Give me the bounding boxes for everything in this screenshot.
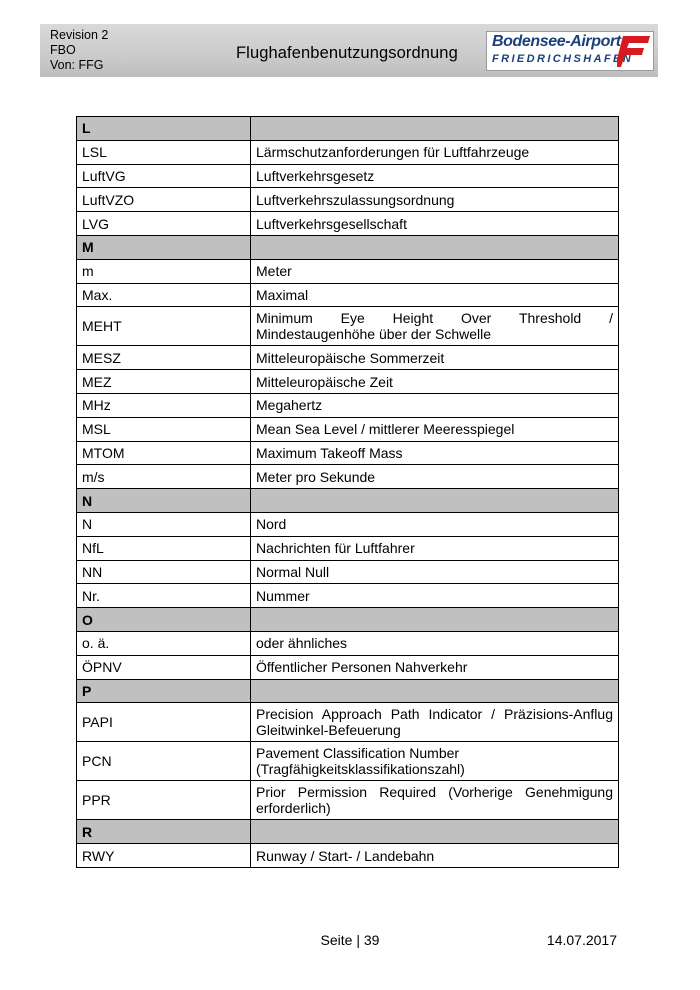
- abbreviation-cell: MTOM: [77, 441, 251, 465]
- section-blank-cell: [251, 489, 619, 513]
- table-row: [77, 655, 619, 679]
- table-row: [77, 393, 619, 417]
- document-code: FBO: [50, 43, 76, 57]
- table-row: [77, 742, 619, 781]
- description-cell: Lärmschutzanforderungen für Luftfahrzeuge: [251, 140, 619, 164]
- logo-name: Bodensee-Airport: [492, 33, 621, 50]
- airport-logo: [486, 31, 654, 71]
- document-date: 14.07.2017: [546, 932, 617, 948]
- abbreviation-cell: PAPI: [77, 703, 251, 742]
- abbreviation-cell: m/s: [77, 465, 251, 489]
- table-row: [77, 441, 619, 465]
- description-cell: Maximal: [251, 283, 619, 307]
- revision-label: Revision 2: [50, 28, 109, 42]
- table-row: [77, 164, 619, 188]
- section-blank-cell: [251, 679, 619, 703]
- description-cell: Nummer: [251, 584, 619, 608]
- table-row: [77, 560, 619, 584]
- abbreviation-cell: N: [77, 512, 251, 536]
- description-cell: Normal Null: [251, 560, 619, 584]
- section-blank-cell: [251, 820, 619, 844]
- table-row: [77, 703, 619, 742]
- logo-f-icon: [617, 34, 651, 68]
- table-row: [77, 465, 619, 489]
- table-row: [77, 631, 619, 655]
- description-cell: Pavement Classification Number (Tragfähigkeitsklassifikationszahl): [251, 742, 619, 781]
- logo-city: FRIEDRICHSHAFEN: [492, 53, 634, 65]
- table-row: [77, 512, 619, 536]
- abbreviation-cell: o. ä.: [77, 631, 251, 655]
- author-label: Von: FFG: [50, 58, 104, 72]
- description-cell: Luftverkehrsgesellschaft: [251, 212, 619, 236]
- table-row: [77, 584, 619, 608]
- description-cell: Luftverkehrszulassungsordnung: [251, 188, 619, 212]
- abbreviation-cell: PCN: [77, 742, 251, 781]
- abbreviation-cell: LSL: [77, 140, 251, 164]
- abbreviation-cell: ÖPNV: [77, 655, 251, 679]
- table-row: [77, 140, 619, 164]
- abbreviation-cell: MESZ: [77, 346, 251, 370]
- table-row: [77, 307, 619, 346]
- table-row: [77, 212, 619, 236]
- description-cell: Luftverkehrsgesetz: [251, 164, 619, 188]
- table-row: [77, 188, 619, 212]
- description-cell: Maximum Takeoff Mass: [251, 441, 619, 465]
- section-letter: L: [77, 117, 251, 141]
- description-cell: Öffentlicher Personen Nahverkehr: [251, 655, 619, 679]
- abbreviation-cell: LuftVG: [77, 164, 251, 188]
- description-cell: Mitteleuropäische Sommerzeit: [251, 346, 619, 370]
- section-letter-row: [77, 489, 619, 513]
- table-row: [77, 781, 619, 820]
- table-row: [77, 259, 619, 283]
- abbreviation-cell: LuftVZO: [77, 188, 251, 212]
- section-letter: N: [77, 489, 251, 513]
- section-letter-row: [77, 608, 619, 632]
- description-cell: Megahertz: [251, 393, 619, 417]
- abbreviation-cell: m: [77, 259, 251, 283]
- description-cell: oder ähnliches: [251, 631, 619, 655]
- abbreviation-cell: RWY: [77, 844, 251, 868]
- abbreviation-cell: NN: [77, 560, 251, 584]
- abbreviations-table: [76, 116, 619, 868]
- description-cell: Nachrichten für Luftfahrer: [251, 536, 619, 560]
- section-letter-row: [77, 679, 619, 703]
- abbreviation-cell: Max.: [77, 283, 251, 307]
- abbreviation-cell: MSL: [77, 417, 251, 441]
- page-number: Seite | 39: [320, 932, 380, 948]
- description-cell: Precision Approach Path Indicator / Präzisions-Anflug Gleitwinkel-Befeuerung: [251, 703, 619, 742]
- abbreviation-cell: MEHT: [77, 307, 251, 346]
- description-cell: Mean Sea Level / mittlerer Meeresspiegel: [251, 417, 619, 441]
- description-cell: Mitteleuropäische Zeit: [251, 370, 619, 394]
- description-cell: Runway / Start- / Landebahn: [251, 844, 619, 868]
- section-letter: P: [77, 679, 251, 703]
- abbreviation-cell: MHz: [77, 393, 251, 417]
- description-cell: Minimum Eye Height Over Threshold / Mindestaugenhöhe über der Schwelle: [251, 307, 619, 346]
- abbreviation-cell: NfL: [77, 536, 251, 560]
- section-blank-cell: [251, 235, 619, 259]
- section-letter: R: [77, 820, 251, 844]
- section-letter-row: [77, 820, 619, 844]
- page-header: [40, 24, 658, 77]
- section-blank-cell: [251, 117, 619, 141]
- description-cell: Prior Permission Required (Vorherige Genehmigung erforderlich): [251, 781, 619, 820]
- table-row: [77, 536, 619, 560]
- table-row: [77, 417, 619, 441]
- description-cell: Meter pro Sekunde: [251, 465, 619, 489]
- document-title: Flughafenbenutzungsordnung: [236, 44, 458, 62]
- table-row: [77, 346, 619, 370]
- description-cell: Nord: [251, 512, 619, 536]
- abbreviation-cell: MEZ: [77, 370, 251, 394]
- section-letter: M: [77, 235, 251, 259]
- table-row: [77, 283, 619, 307]
- description-cell: Meter: [251, 259, 619, 283]
- abbreviation-cell: Nr.: [77, 584, 251, 608]
- table-row: [77, 844, 619, 868]
- section-letter-row: [77, 235, 619, 259]
- section-letter-row: [77, 117, 619, 141]
- section-letter: O: [77, 608, 251, 632]
- section-blank-cell: [251, 608, 619, 632]
- abbreviation-cell: PPR: [77, 781, 251, 820]
- abbreviation-cell: LVG: [77, 212, 251, 236]
- header-meta: [50, 28, 108, 73]
- table-row: [77, 370, 619, 394]
